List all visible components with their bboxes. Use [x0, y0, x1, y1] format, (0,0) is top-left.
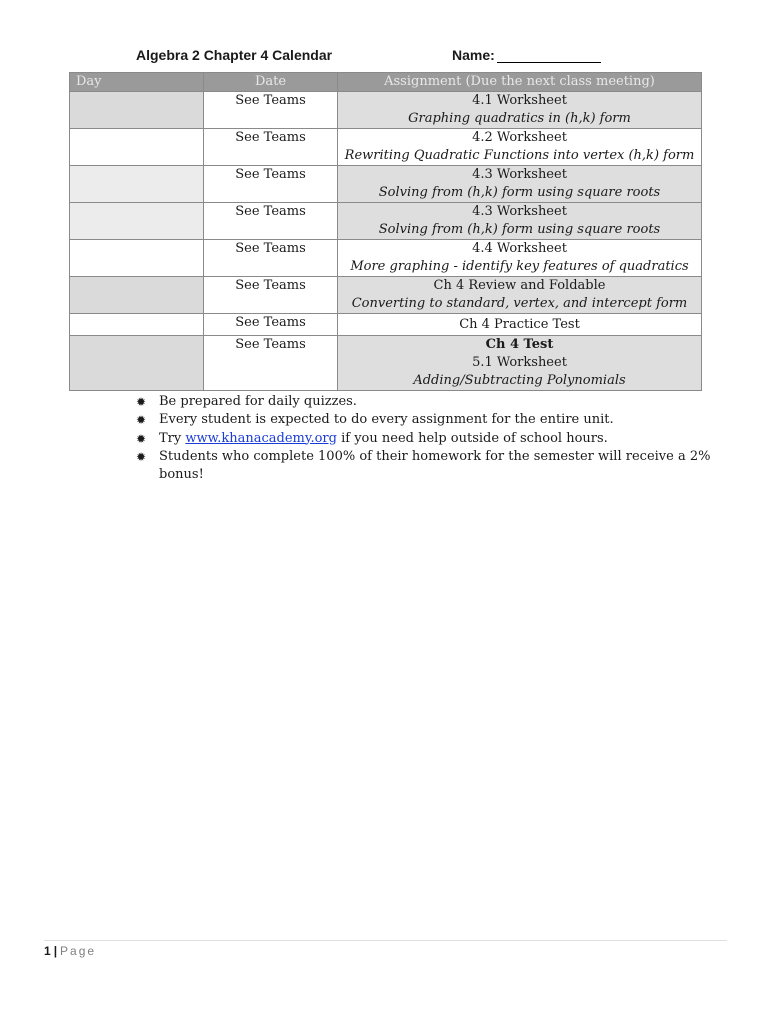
note-text-prefix: Try: [159, 430, 186, 446]
date-cell: See Teams: [204, 203, 338, 240]
assignment-cell: [338, 277, 702, 314]
table-row: [70, 240, 702, 277]
day-cell: [70, 203, 204, 240]
date-cell: See Teams: [204, 240, 338, 277]
table-row: [70, 314, 702, 336]
assignment-description: Graphing quadratics in (h,k) form: [408, 111, 631, 126]
page-title: Algebra 2 Chapter 4 Calendar: [136, 47, 333, 63]
table-row: [70, 277, 702, 314]
assignment-cell: [338, 240, 702, 277]
assignment-description: Solving from (h,k) form using square roots: [378, 185, 661, 200]
assignment-description: More graphing - identify key features of quadratics: [350, 259, 689, 274]
asterisk-bullet-icon: ✹: [136, 431, 147, 446]
assignment-test-title: Ch 4 Test: [485, 337, 554, 352]
asterisk-bullet-icon: ✹: [136, 395, 147, 409]
table-row: [70, 336, 702, 391]
table-row: [70, 203, 702, 240]
assignment-description: Converting to standard, vertex, and intercept form: [351, 296, 688, 311]
name-blank-line[interactable]: [497, 62, 601, 63]
assignment-cell: [338, 314, 702, 336]
footer-separator: |: [53, 944, 58, 958]
assignment-cell: [338, 92, 702, 129]
table-row: [70, 129, 702, 166]
date-cell: See Teams: [204, 336, 338, 391]
date-cell: See Teams: [204, 277, 338, 314]
column-header-date: Date: [204, 73, 338, 92]
table-row: [70, 92, 702, 129]
assignment-title: 4.3 Worksheet: [472, 204, 567, 219]
assignment-description: Adding/Subtracting Polynomials: [413, 373, 626, 388]
day-cell: [70, 314, 204, 336]
date-cell: See Teams: [204, 314, 338, 336]
assignment-description: Rewriting Quadratic Functions into vertex (h,k) form: [344, 148, 695, 163]
list-item: [136, 393, 711, 411]
day-cell: [70, 240, 204, 277]
asterisk-bullet-icon: ✹: [136, 413, 147, 428]
footer-divider: [44, 940, 727, 941]
assignment-title: 4.3 Worksheet: [472, 167, 567, 182]
asterisk-bullet-icon: ✹: [136, 449, 147, 464]
day-cell: [70, 129, 204, 166]
assignment-title: Ch 4 Practice Test: [459, 317, 580, 332]
list-item: [136, 430, 711, 448]
day-cell: [70, 92, 204, 129]
assignment-cell: [338, 166, 702, 203]
assignment-cell: [338, 203, 702, 240]
note-text: Be prepared for daily quizzes.: [159, 394, 357, 409]
assignment-cell: [338, 336, 702, 391]
assignment-cell: [338, 129, 702, 166]
page-footer: [44, 944, 96, 958]
list-item: [136, 448, 711, 485]
list-item: [136, 411, 711, 429]
assignment-title: 4.1 Worksheet: [472, 93, 567, 108]
khanacademy-link[interactable]: www.khanacademy.org: [185, 430, 337, 446]
date-cell: See Teams: [204, 166, 338, 203]
document-header: [0, 47, 770, 67]
column-header-assignment: Assignment (Due the next class meeting): [338, 73, 702, 92]
note-text: Every student is expected to do every assignment for the entire unit.: [159, 412, 614, 428]
table-row: [70, 166, 702, 203]
assignment-title: 5.1 Worksheet: [472, 355, 567, 370]
page-label: Page: [60, 944, 97, 958]
assignment-description: Solving from (h,k) form using square roots: [378, 222, 661, 237]
notes-list: [136, 393, 711, 484]
date-cell: See Teams: [204, 92, 338, 129]
assignment-title: Ch 4 Review and Foldable: [433, 278, 606, 293]
name-label: Name:: [452, 47, 495, 63]
day-cell: [70, 166, 204, 203]
note-text: Students who complete 100% of their homework for the semester will receive a 2% bonus!: [159, 448, 711, 483]
page-number: 1: [44, 944, 51, 958]
day-cell: [70, 336, 204, 391]
assignment-title: 4.2 Worksheet: [472, 130, 567, 145]
date-cell: See Teams: [204, 129, 338, 166]
column-header-day: Day: [70, 73, 204, 92]
table-header-row: [70, 73, 702, 92]
note-text-suffix: if you need help outside of school hours.: [336, 430, 608, 446]
assignment-title: 4.4 Worksheet: [472, 241, 567, 256]
calendar-table: [69, 72, 702, 391]
day-cell: [70, 277, 204, 314]
